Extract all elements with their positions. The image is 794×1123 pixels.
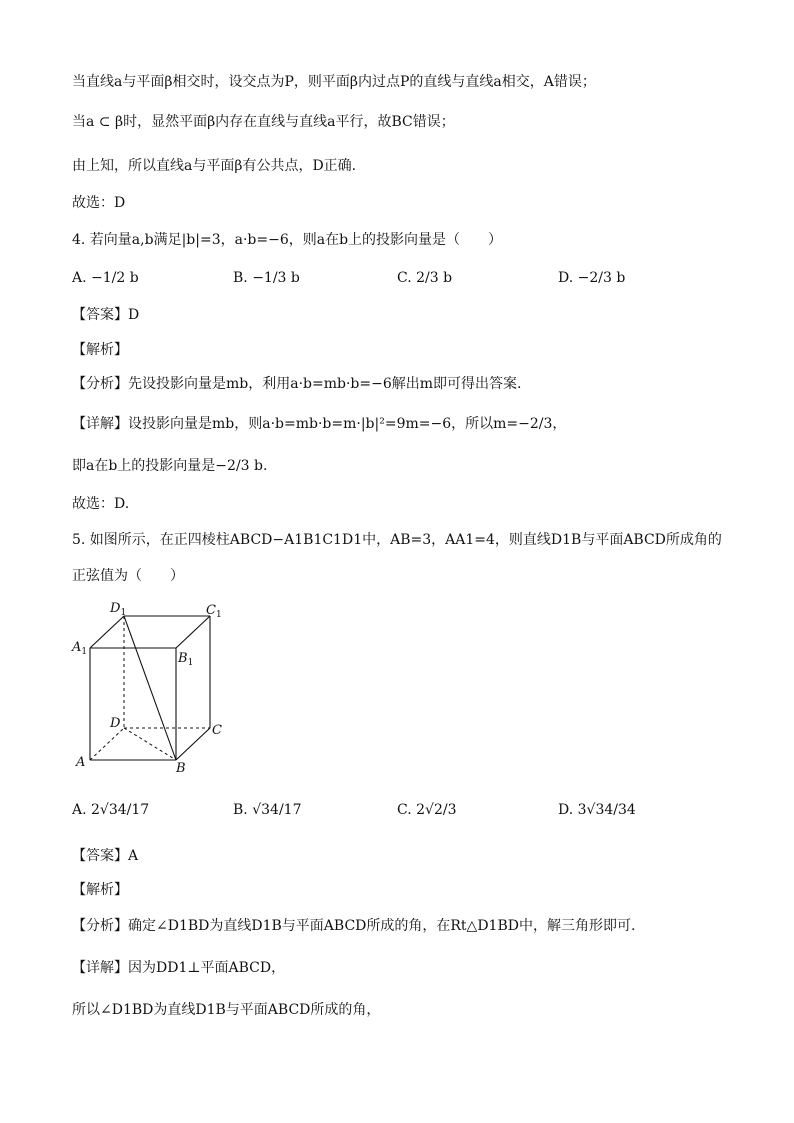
option-value: −1/2 b: [91, 270, 139, 286]
option-label: C.: [397, 270, 412, 286]
q5-last-line: 所以∠D1BD为直线D1B与平面ABCD所成的角，: [72, 1002, 381, 1018]
option-value: 3√34/34: [577, 802, 636, 818]
edge-a1-d1: [90, 616, 124, 648]
q4-choose: 故选：D.: [72, 496, 130, 512]
q4-conclusion: 即a在b上的投影向量是−2/3 b.: [72, 458, 268, 474]
label-d1: $D_1$: [110, 601, 127, 618]
option-label: D.: [558, 270, 574, 286]
q5-jiexi: 【解析】: [72, 882, 128, 898]
option-label: B.: [233, 270, 248, 286]
prism-figure: [66, 596, 236, 776]
option-value: 2/3 b: [416, 270, 453, 286]
diagonal-d1-b: [124, 616, 176, 760]
label-b: B: [176, 761, 186, 776]
option-value: −1/3 b: [252, 270, 300, 286]
q4-option-c: [397, 268, 452, 288]
solution-line-3: 由上知，所以直线a与平面β有公共点，D正确.: [72, 158, 357, 174]
q4-jiexi: 【解析】: [72, 342, 128, 358]
option-label: A.: [72, 802, 87, 818]
q5-fenxi: 【分析】确定∠D1BD为直线D1B与平面ABCD所成的角，在Rt△D1BD中，解三角形即可.: [72, 918, 636, 934]
edge-b-c: [176, 728, 210, 760]
label-c1: $C_1$: [206, 603, 222, 620]
q5-option-d: [558, 800, 636, 820]
solution-line-2: 当a ⊂ β时，显然平面β内存在直线与直线a平行，故BC错误；: [72, 114, 455, 130]
hidden-edge-d-b: [124, 728, 176, 760]
option-value: 2√2/3: [416, 802, 457, 818]
option-value: −2/3 b: [577, 270, 626, 286]
hidden-edge-a-d: [90, 728, 124, 760]
q4-answer: 【答案】D: [72, 307, 140, 323]
q5-option-b: [233, 800, 301, 820]
label-d: D: [110, 716, 121, 731]
q4-stem: 4. 若向量a,b满足|b|=3，a·b=−6，则a在b上的投影向量是（ ）: [72, 232, 503, 248]
q4-option-b: [233, 268, 300, 288]
q4-option-d: [558, 268, 625, 288]
option-label: D.: [558, 802, 574, 818]
q4-option-a: [72, 268, 139, 288]
q5-stem-line-2: 正弦值为（ ）: [72, 568, 184, 584]
q4-fenxi: 【分析】先设投影向量是mb，利用a·b=mb·b=−6解出m即可得出答案.: [72, 376, 522, 392]
q5-answer: 【答案】A: [72, 848, 139, 864]
q4-xiangjie: 【详解】设投影向量是mb，则a·b=mb·b=m·|b|²=9m=−6，所以m=−2/3，: [72, 416, 567, 432]
edge-b1-c1: [176, 616, 210, 648]
option-value: 2√34/17: [91, 802, 150, 818]
solution-line-1: 当直线a与平面β相交时，设交点为P，则平面β内过点P的直线与直线a相交，A错误；: [72, 74, 596, 90]
option-value: √34/17: [252, 802, 302, 818]
option-label: B.: [233, 802, 248, 818]
label-c: C: [212, 723, 222, 738]
q5-option-a: [72, 800, 149, 820]
option-label: A.: [72, 270, 87, 286]
q5-option-c: [397, 800, 456, 820]
q5-stem-line-1: 5. 如图所示，在正四棱柱ABCD−A1B1C1D1中，AB=3，AA1=4，则直线D1B与平面ABCD所成角的: [72, 532, 722, 548]
label-a1: $A_1$: [72, 640, 88, 657]
choose-line: 故选：D: [72, 195, 126, 211]
option-label: C.: [397, 802, 412, 818]
q5-xiangjie: 【详解】因为DD1⊥平面ABCD，: [72, 960, 286, 976]
label-b1: $B_1$: [178, 651, 194, 668]
label-a: A: [76, 755, 86, 770]
